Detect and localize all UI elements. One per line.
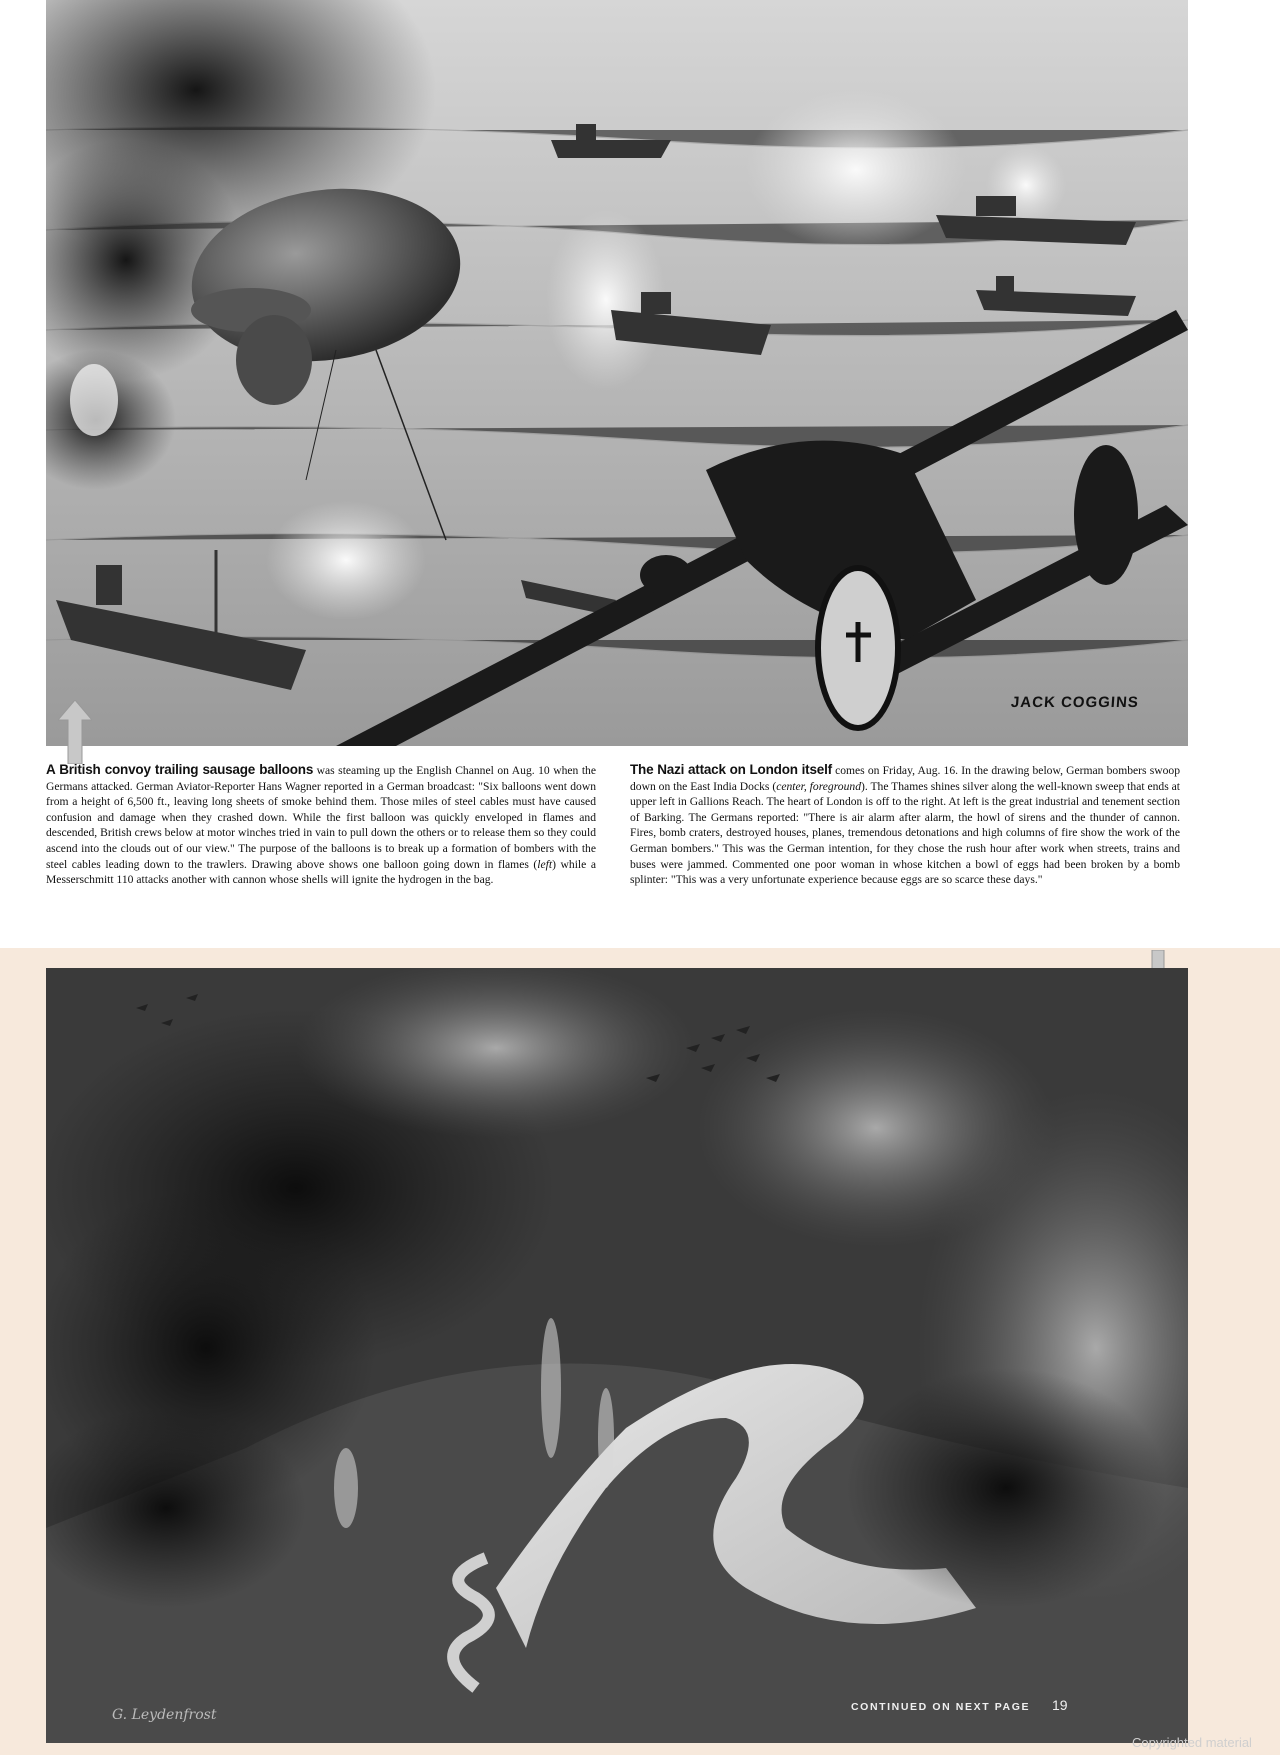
- artist-signature-leydenfrost: G. Leydenfrost: [112, 1707, 217, 1723]
- continued-on-next-page: CONTINUED ON NEXT PAGE: [851, 1701, 1031, 1713]
- caption-lead: The Nazi attack on London itself: [630, 762, 832, 777]
- caption-lead: A British convoy trailing sausage balloons: [46, 762, 314, 777]
- caption-body-end: ). The Thames shines silver along the well-known sweep that ends at upper left in Gallions Reach. The heart of London is off to the right. At left is the great industrial and tenement section of Barking. The Germans reported: "There is air alarm after alarm, the howl of sirens and the thunder of cannon. Fires, bomb craters, destroyed houses, planes, tremendous detonations and high columns of fire show the work of the German bombers." This was the German intention, for they chose the rush hour after work when streets, trains and buses were jammed. Commented one poor woman in whose kitchen a bowl of eggs had been broken by a bomb splinter: "This was a very unfortunate experience because eggs are so scarce these days.": [630, 779, 1180, 887]
- caption-italic: center, foreground: [776, 779, 861, 793]
- caption-italic: left: [537, 857, 553, 871]
- caption-body-end: ) while a Messerschmitt 110 attacks another with cannon whose shells will ignite the hydrogen in the bag.: [46, 857, 597, 887]
- artist-signature-coggins: JACK COGGINS: [1010, 694, 1140, 711]
- caption-convoy: [46, 762, 596, 888]
- caption-body: was steaming up the English Channel on Aug. 10 when the Germans attacked. German Aviator-Reporter Hans Wagner reported in a German broadcast: "Six balloons went down from a height of 6,500 ft., leaving long sheets of smoke behind them. Those miles of steel cables must have caused confusion and damage when they crashed down. While the first balloon was quickly enveloped in flames and descended, British crews below at motor winches tried in vain to pull down the others or to release them so they could ascend into the clouds out of our view." The purpose of the balloons is to break up a formation of bombers with the steel cables leading down to the trawlers. Drawing above shows one balloon going down in flames (: [46, 764, 596, 871]
- london-illustration: [46, 968, 1188, 1743]
- copyright-watermark: Copyrighted material: [1132, 1735, 1252, 1750]
- arrow-up-icon: [58, 700, 92, 764]
- page-number: 19: [1052, 1697, 1068, 1713]
- caption-body: comes on Friday, Aug. 16. In the drawing below, German bombers swoop down on the East India Docks (: [630, 764, 1180, 793]
- caption-london: [630, 762, 1180, 888]
- convoy-illustration: [46, 0, 1188, 746]
